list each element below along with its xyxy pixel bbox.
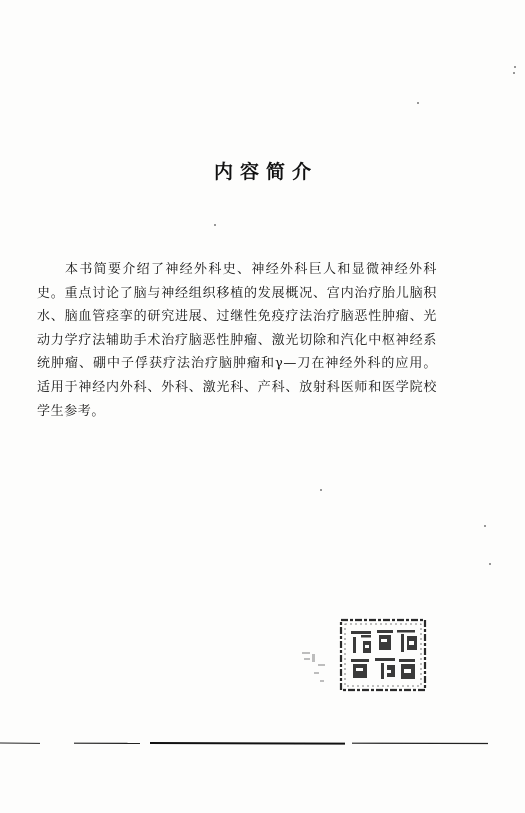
scan-speck [484, 525, 486, 527]
scan-smudge-icon [300, 650, 330, 690]
scan-speck [417, 102, 419, 104]
scan-speck [489, 563, 491, 565]
scan-speck [214, 224, 216, 226]
scan-speck [513, 72, 515, 74]
page-bottom-rule [0, 740, 525, 746]
scan-speck [514, 66, 516, 68]
library-seal-stamp-icon [337, 617, 429, 693]
page-title: 内容简介 [213, 161, 318, 183]
summary-paragraph: 本书简要介绍了神经外科史、神经外科巨人和显微神经外科史。重点讨论了脑与神经组织移植的发展概况、宫内治疗胎儿脑积水、脑血管痉挛的研究进展、过继性免疫疗法治疗脑恶性肿瘤、光动力学疗法辅助手术治疗脑恶性肿瘤、激光切除和汽化中枢神经系统肿瘤、硼中子俘获疗法治疗脑肿瘤和γ—刀在神经外科的应用。适用于神经内外科、外科、激光科、产科、放射科医师和医学院校学生参考。 [37, 262, 437, 419]
scan-speck [320, 489, 322, 491]
